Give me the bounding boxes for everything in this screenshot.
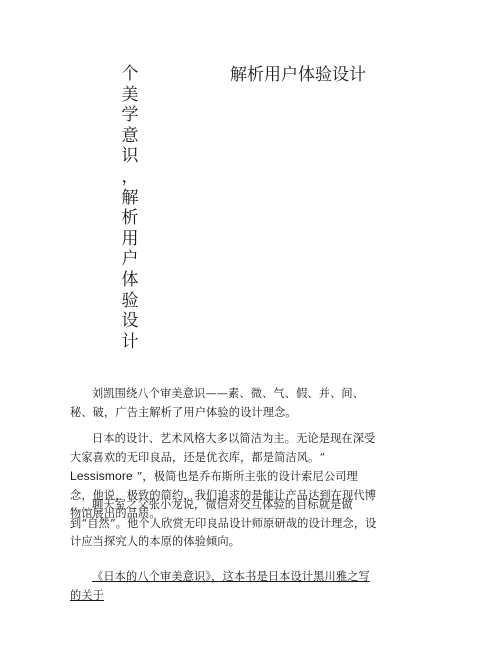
paragraph-intro: 刘凯围绕八个审美意识——素、微、气、假、并、间、秘、破，广告主解析了用户体验的设计理念。: [70, 387, 365, 419]
paragraph-book-link[interactable]: 《日本的八个审美意识》，这本书是日本设计黑川雅之写的关于: [70, 570, 370, 602]
vertical-title: [118, 64, 142, 352]
vertical-title-char: 计: [121, 331, 139, 352]
header-title: 解析用户体验设计: [230, 65, 366, 85]
vertical-title-char: 个: [121, 64, 139, 84]
vertical-title-char: 体: [121, 269, 139, 290]
vertical-title-char: ，: [121, 166, 139, 187]
vertical-title-char: 解: [121, 187, 139, 208]
paragraph-text: ”，极简也是乔布斯所主张的设计索尼公司理念，他说，极致的简约，我们追求的是能让产品达到在现代博物馆展出的品质。: [70, 470, 377, 520]
vertical-title-char: 验: [121, 290, 139, 311]
paragraph-text: 日本的设计、艺术风格大多以简洁为主。无论是现在深受大家喜欢的无印良品，还是优衣库，都是简洁风。“: [70, 432, 376, 464]
vertical-title-char: 学: [121, 105, 139, 126]
paragraph-wechat: 聊天室之父张小龙说，微信对交互体验的目标就是做到“自然”。他个人欣赏无印良品设计师原研哉的设计理念，设计应当探究人的本原的体验倾向。: [70, 498, 377, 548]
vertical-title-char: 用: [121, 228, 139, 249]
vertical-title-char: 设: [121, 311, 139, 332]
vertical-title-char: 意: [121, 125, 139, 146]
vertical-title-char: 户: [121, 249, 139, 270]
vertical-title-char: 识: [121, 146, 139, 167]
vertical-title-char: 美: [121, 84, 139, 105]
paragraph-latin-text: Lessismore: [70, 469, 133, 483]
vertical-title-char: 析: [121, 208, 139, 229]
